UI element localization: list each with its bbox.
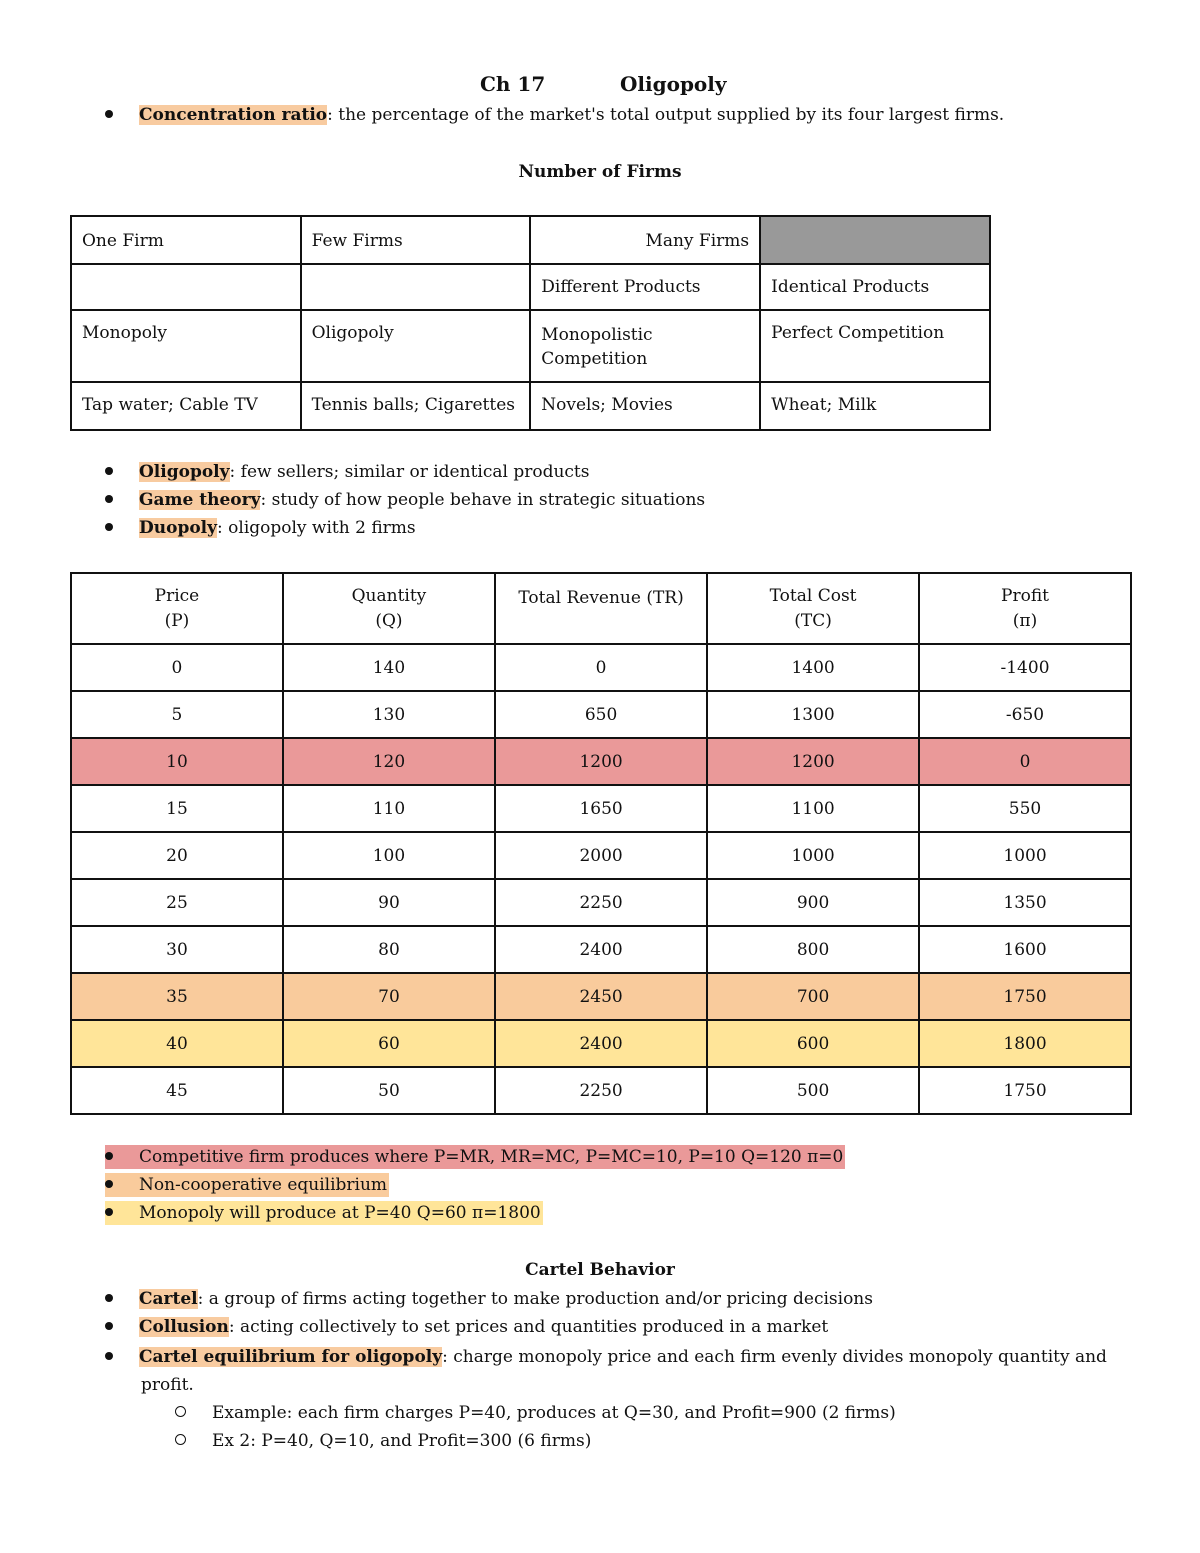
table-cell: 100 [283,832,495,879]
table-cell: 140 [283,644,495,691]
table-cell: Different Products [530,264,760,310]
table-row [71,216,990,264]
table-cell: 1750 [919,1067,1131,1114]
list-item [105,101,1004,129]
table-row [71,644,1131,691]
bullet-icon [105,495,113,503]
table-cell: 900 [707,879,919,926]
market-structure-table [70,215,991,431]
table-cell: 600 [707,1020,919,1067]
header-profit: Profit (π) [919,573,1131,644]
table-row [71,264,990,310]
table-cell: 15 [71,785,283,832]
table-cell: 1000 [919,832,1131,879]
table-row [71,832,1131,879]
table-cell: Tennis balls; Cigarettes [301,382,531,430]
term-duopoly: Duopoly [139,518,218,538]
bullet-icon [105,110,113,118]
table-cell: Oligopoly [301,310,531,382]
list-item [105,486,705,514]
term-oligopoly: Oligopoly [139,462,230,482]
table-cell: Many Firms [530,216,760,264]
list-item [105,458,590,486]
page-title: Oligopoly [620,72,727,96]
table-cell: 1400 [707,644,919,691]
example-text: Ex 2: P=40, Q=10, and Profit=300 (6 firms) [212,1431,592,1451]
list-item [105,1143,845,1171]
table-cell: One Firm [71,216,301,264]
term-concentration-ratio: Concentration ratio [139,105,328,125]
header-price: Price (P) [71,573,283,644]
table-cell: 130 [283,691,495,738]
table-header-row [71,573,1131,644]
table-cell: 25 [71,879,283,926]
table-cell: 1600 [919,926,1131,973]
example-text: Example: each firm charges P=40, produces at Q=30, and Profit=900 (2 firms) [212,1403,896,1423]
bullet-icon [105,1294,113,1302]
definition-text: : few sellers; similar or identical products [229,462,590,482]
table-cell: -1400 [919,644,1131,691]
section-heading-cartel-behavior: Cartel Behavior [525,1260,675,1280]
table-cell: Few Firms [301,216,531,264]
term-game-theory: Game theory [139,490,261,510]
definition-text: : the percentage of the market's total output supplied by its four largest firms. [327,105,1005,125]
list-item [175,1427,591,1455]
header-total-revenue: Total Revenue (TR) [495,573,707,644]
table-cell: 1200 [495,738,707,785]
table-row [71,879,1131,926]
table-row [71,926,1131,973]
list-item [105,1313,828,1341]
table-cell: 700 [707,973,919,1020]
definition-text: : oligopoly with 2 firms [217,518,416,538]
table-cell: 30 [71,926,283,973]
table-cell: 80 [283,926,495,973]
table-cell: 0 [919,738,1131,785]
table-cell: 1800 [919,1020,1131,1067]
table-cell: 1100 [707,785,919,832]
table-cell: 2000 [495,832,707,879]
table-row [71,973,1131,1020]
list-item [175,1399,896,1427]
table-cell: Wheat; Milk [760,382,990,430]
bullet-icon [105,523,113,531]
definition-continuation: profit. [141,1375,194,1395]
definition-text: : study of how people behave in strategic situations [260,490,706,510]
table-cell: 50 [283,1067,495,1114]
table-row [71,1020,1131,1067]
table-cell: 2250 [495,879,707,926]
table-cell: 90 [283,879,495,926]
bullet-icon [105,1352,113,1360]
table-row [71,738,1131,785]
table-cell: 1650 [495,785,707,832]
note-competitive: Competitive firm produces where P=MR, MR=MC, P=MC=10, P=10 Q=120 π=0 [139,1147,844,1167]
table-cell: 2400 [495,926,707,973]
bullet-icon [105,1180,113,1188]
table-cell: Perfect Competition [760,310,990,382]
bullet-icon [105,467,113,475]
table-row [71,785,1131,832]
profit-table [70,572,1132,1115]
term-cartel-equilibrium: Cartel equilibrium for oligopoly [139,1347,443,1367]
definition-text: : charge monopoly price and each firm evenly divides monopoly quantity and [442,1347,1107,1367]
note-monopoly: Monopoly will produce at P=40 Q=60 π=1800 [139,1203,541,1223]
table-row [71,382,990,430]
bullet-icon [105,1322,113,1330]
hollow-bullet-icon [175,1434,186,1445]
table-cell [301,264,531,310]
list-item [105,1285,873,1313]
list-item [105,514,416,542]
term-collusion: Collusion [139,1317,229,1337]
table-row [71,1067,1131,1114]
table-cell: 20 [71,832,283,879]
header-total-cost: Total Cost (TC) [707,573,919,644]
list-item [105,1343,1107,1371]
table-cell-shaded [760,216,990,264]
table-cell: 10 [71,738,283,785]
table-cell: Identical Products [760,264,990,310]
table-cell: 120 [283,738,495,785]
table-cell: 500 [707,1067,919,1114]
table-cell: 2400 [495,1020,707,1067]
table-cell: Tap water; Cable TV [71,382,301,430]
table-cell: 5 [71,691,283,738]
chapter-label: Ch 17 [480,72,546,96]
table-cell: 550 [919,785,1131,832]
table-cell: 40 [71,1020,283,1067]
table-cell: 1200 [707,738,919,785]
header-quantity: Quantity (Q) [283,573,495,644]
table-cell [71,264,301,310]
table-row [71,310,990,382]
table-cell: 0 [71,644,283,691]
table-cell: 2450 [495,973,707,1020]
table-cell: 35 [71,973,283,1020]
definition-text: : a group of firms acting together to make production and/or pricing decisions [197,1289,873,1309]
table-cell: 650 [495,691,707,738]
table-row [71,691,1131,738]
table-cell: 1000 [707,832,919,879]
table-cell: Monopolistic Competition [530,310,760,382]
table-cell: 1300 [707,691,919,738]
table-cell: 800 [707,926,919,973]
list-item [105,1171,389,1199]
table-cell: 2250 [495,1067,707,1114]
table-cell: Novels; Movies [530,382,760,430]
term-cartel: Cartel [139,1289,198,1309]
list-item [105,1199,543,1227]
section-heading-number-of-firms: Number of Firms [518,162,682,182]
bullet-icon [105,1208,113,1216]
note-noncooperative: Non-cooperative equilibrium [139,1175,388,1195]
table-cell: 45 [71,1067,283,1114]
table-cell: 60 [283,1020,495,1067]
hollow-bullet-icon [175,1406,186,1417]
table-cell: 110 [283,785,495,832]
table-cell: 1350 [919,879,1131,926]
table-cell: -650 [919,691,1131,738]
table-cell: 70 [283,973,495,1020]
table-cell: 1750 [919,973,1131,1020]
bullet-icon [105,1152,113,1160]
table-cell: Monopoly [71,310,301,382]
definition-text: : acting collectively to set prices and quantities produced in a market [228,1317,829,1337]
table-cell: 0 [495,644,707,691]
